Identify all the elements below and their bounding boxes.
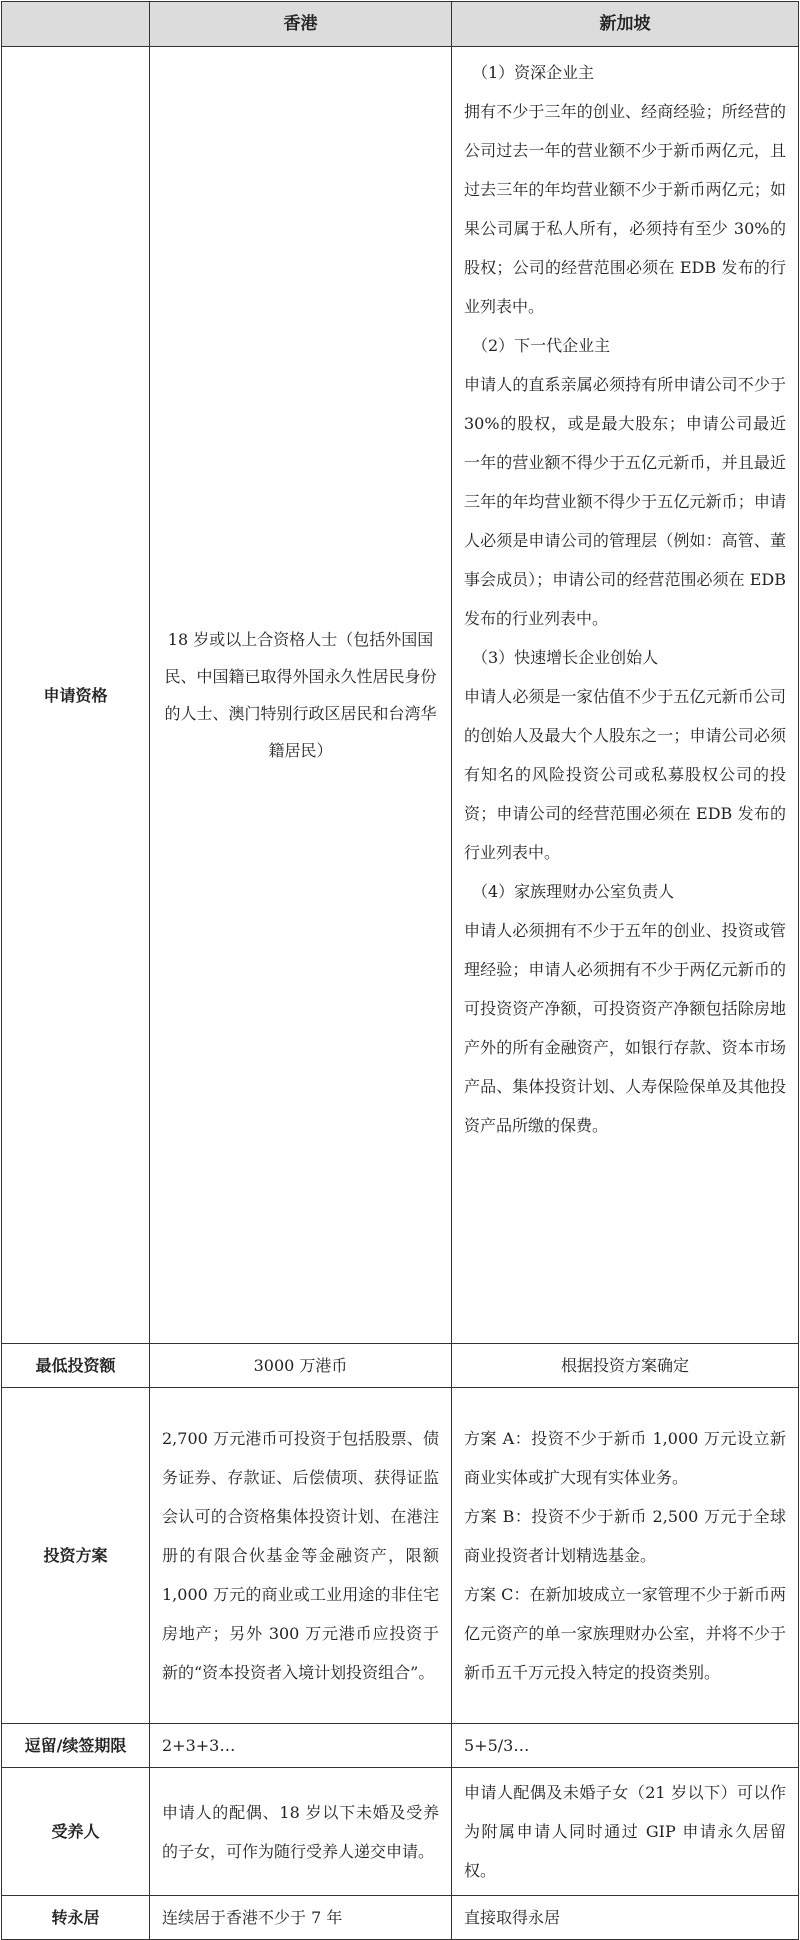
dependents-sg <box>452 1768 799 1896</box>
eligibility-sg <box>452 47 799 1344</box>
row-dependents <box>2 1768 799 1896</box>
plan-sg-b: 方案 B：投资不少于新币 2,500 万元于全球商业投资者计划精选基金。 <box>464 1507 786 1565</box>
row-eligibility <box>2 47 799 1344</box>
plan-sg-c: 方案 C：在新加坡成立一家管理不少于新币两亿元资产的单一家族理财办公室，并将不少于新币五千万元投入特定的投资类别。 <box>464 1585 786 1682</box>
row-min-investment <box>2 1344 799 1388</box>
row-stay <box>2 1724 799 1768</box>
eligibility-hk: 18 岁或以上合资格人士（包括外国国民、中国籍已取得外国永久性居民身份的人士、澳门特别行政区居民和台湾华籍居民） <box>150 47 452 1344</box>
sg-criterion-3-body: 申请人必须是一家估值不少于五亿元新币公司的创始人及最大个人股东之一；申请公司必须有知名的风险投资公司或私募股权公司的投资；申请公司的经营范围必须在 EDB 发布的行业列表中。 <box>464 687 786 862</box>
sg-criterion-2-title: （2）下一代企业主 <box>472 336 611 355</box>
sg-criterion-4-title: （4）家族理财办公室负责人 <box>472 882 675 901</box>
dependents-label: 受养人 <box>2 1768 150 1896</box>
comparison-table <box>1 1 799 1940</box>
header-blank <box>2 2 150 47</box>
row-plan <box>2 1388 799 1724</box>
sg-criterion-4-body: 申请人必须拥有不少于五年的创业、投资或管理经验；申请人必须拥有不少于两亿元新币的可投资资产净额，可投资资产净额包括除房地产外的所有金融资产，如银行存款、资本市场产品、集体投资计划、人寿保险保单及其他投资产品所缴的保费。 <box>464 921 786 1135</box>
plan-sg <box>452 1388 799 1724</box>
min-investment-hk: 3000 万港币 <box>150 1344 452 1388</box>
dependents-sg-text: 申请人配偶及未婚子女（21 岁以下）可以作为附属申请人同时通过 GIP 申请永久居留权。 <box>464 1783 786 1880</box>
plan-hk-text: 2,700 万元港币可投资于包括股票、债务证券、存款证、后偿债项、获得证监会认可的合资格集体投资计划、在港注册的有限合伙基金等金融资产，限额 1,000 万元的商业或工业用途的非住宅房地产；另外 300 万元港币应投资于新的“资本投资者入境计划投资组合”。 <box>162 1429 439 1682</box>
plan-hk <box>150 1388 452 1724</box>
stay-sg: 5+5/3… <box>452 1724 799 1768</box>
plan-sg-a: 方案 A：投资不少于新币 1,000 万元设立新商业实体或扩大现有实体业务。 <box>464 1429 786 1487</box>
min-investment-label: 最低投资额 <box>2 1344 150 1388</box>
dependents-hk <box>150 1768 452 1896</box>
stay-label: 逗留/续签期限 <box>2 1724 150 1768</box>
header-row <box>2 2 799 47</box>
sg-criterion-1-body: 拥有不少于三年的创业、经商经验；所经营的公司过去一年的营业额不少于新币两亿元，且过去三年的年均营业额不少于新币两亿元；如果公司属于私人所有，必须持有至少 30%的股权；公司的经营范围必须在 EDB 发布的行业列表中。 <box>464 102 786 316</box>
pr-label: 转永居 <box>2 1896 150 1940</box>
header-hongkong: 香港 <box>150 2 452 47</box>
sg-criterion-2-body: 申请人的直系亲属必须持有所申请公司不少于 30%的股权，或是最大股东；申请公司最近一年的营业额不得少于五亿元新币，并且最近三年的年均营业额不得少于五亿元新币；申请人必须是申请公司的管理层（例如：高管、董事会成员）；申请公司的经营范围必须在 EDB 发布的行业列表中。 <box>464 375 786 628</box>
stay-hk: 2+3+3… <box>150 1724 452 1768</box>
eligibility-label: 申请资格 <box>2 47 150 1344</box>
min-investment-sg: 根据投资方案确定 <box>452 1344 799 1388</box>
header-singapore: 新加坡 <box>452 2 799 47</box>
sg-criterion-1-title: （1）资深企业主 <box>472 63 595 82</box>
row-pr <box>2 1896 799 1940</box>
sg-criterion-3-title: （3）快速增长企业创始人 <box>472 648 659 667</box>
dependents-hk-text: 申请人的配偶、18 岁以下未婚及受养的子女，可作为随行受养人递交申请。 <box>162 1802 439 1861</box>
pr-hk: 连续居于香港不少于 7 年 <box>150 1896 452 1940</box>
plan-label: 投资方案 <box>2 1388 150 1724</box>
pr-sg: 直接取得永居 <box>452 1896 799 1940</box>
